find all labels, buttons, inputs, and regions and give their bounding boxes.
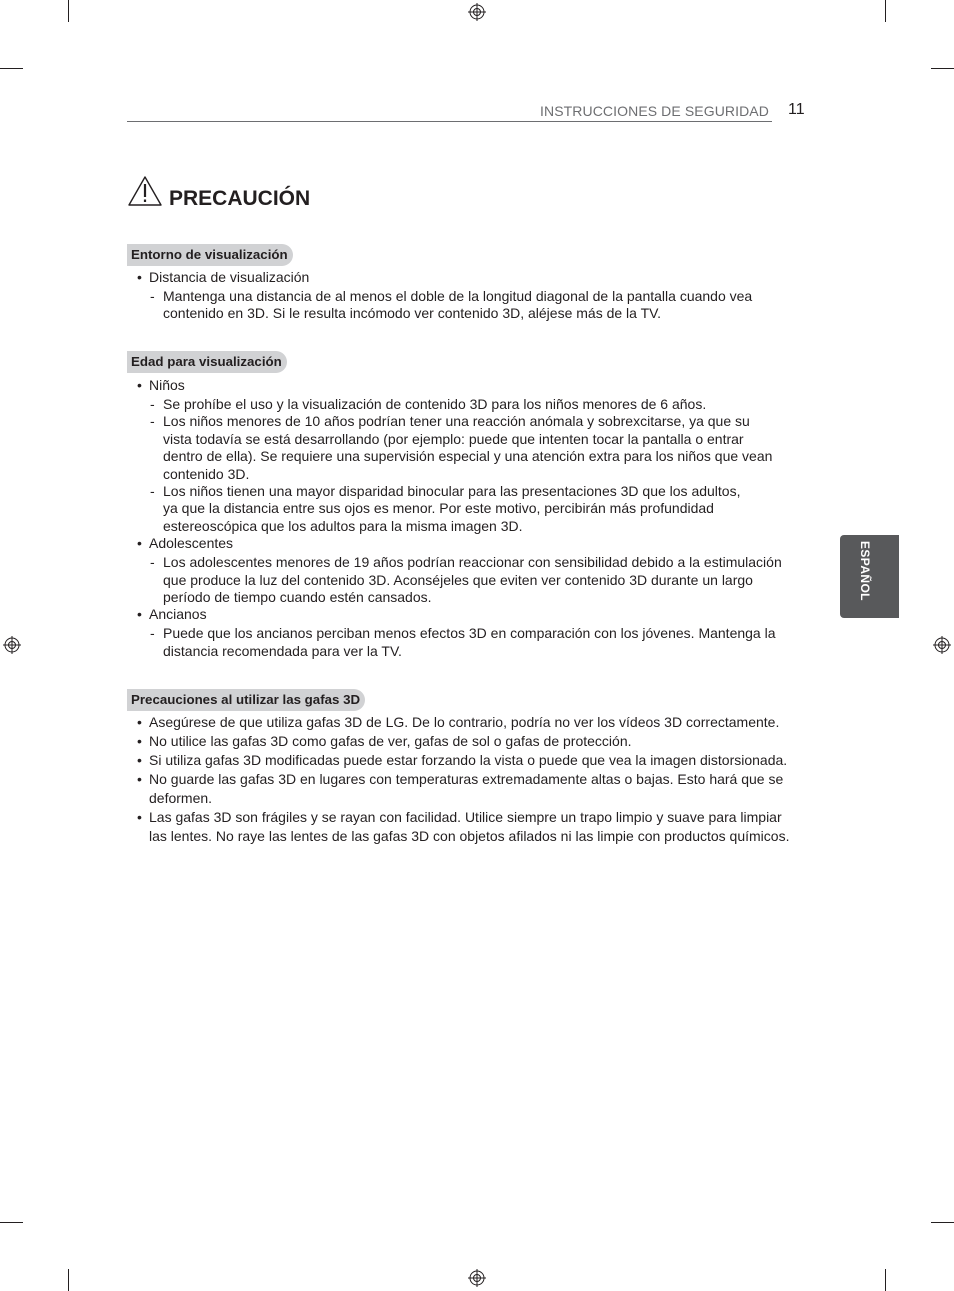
list-item: Las gafas 3D son frágiles y se rayan con facilidad. Utilice siempre un trapo limpio y suave para limpiar — [149, 809, 782, 825]
list-item: No utilice las gafas 3D como gafas de ver, gafas de sol o gafas de protección. — [149, 733, 632, 749]
list-item: Si utiliza gafas 3D modificadas puede estar forzando la vista o puede que vea la imagen distorsionada. — [149, 752, 788, 768]
running-header-title: INSTRUCCIONES DE SEGURIDAD — [540, 103, 769, 119]
header-rule — [127, 121, 772, 122]
bullet-icon: • — [137, 535, 142, 551]
crop-mark — [68, 0, 69, 22]
crop-mark — [885, 0, 886, 22]
section-heading: Precauciones al utilizar las gafas 3D — [127, 689, 365, 711]
list-item: Los adolescentes menores de 19 años podrían reaccionar con sensibilidad debido a la estimulación — [163, 554, 782, 570]
dash-icon: - — [150, 554, 155, 570]
section-heading: Entorno de visualización — [127, 244, 293, 266]
registration-mark-icon — [468, 1269, 486, 1287]
list-item: Mantenga una distancia de al menos el doble de la longitud diagonal de la pantalla cuando vea — [163, 288, 753, 304]
dash-icon: - — [150, 288, 155, 304]
page-title: PRECAUCIÓN — [169, 187, 311, 210]
bullet-icon: • — [137, 809, 142, 825]
list-item: período de tiempo cuando estén cansados. — [163, 589, 432, 605]
crop-mark — [931, 1222, 954, 1223]
list-item: vista todavía se está desarrollando (por ejemplo: puede que intenten tocar la pantalla o entrar — [163, 431, 744, 447]
crop-mark — [931, 68, 954, 69]
language-tab-label: ESPAÑOL — [858, 541, 872, 601]
list-item: distancia recomendada para ver la TV. — [163, 643, 402, 659]
list-item: Niños — [149, 377, 185, 393]
dash-icon: - — [150, 413, 155, 429]
list-item: contenido 3D. — [163, 466, 250, 482]
page-number: 11 — [788, 101, 805, 118]
list-item: No guarde las gafas 3D en lugares con temperaturas extremadamente altas o bajas. Esto hará que se — [149, 771, 784, 787]
list-item: Puede que los ancianos perciban menos efectos 3D en comparación con los jóvenes. Mantenga la — [163, 625, 776, 641]
bullet-icon: • — [137, 714, 142, 730]
bullet-icon: • — [137, 733, 142, 749]
section-heading: Edad para visualización — [127, 351, 287, 373]
crop-mark — [68, 1269, 69, 1291]
registration-mark-icon — [933, 636, 951, 654]
dash-icon: - — [150, 625, 155, 641]
language-tab — [840, 535, 899, 618]
list-item: Los niños menores de 10 años podrían tener una reacción anómala y sobrexcitarse, ya que su — [163, 413, 750, 429]
list-item: que produce la luz del contenido 3D. Aconséjeles que eviten ver contenido 3D durante un largo — [163, 572, 753, 588]
list-item: Ancianos — [149, 606, 207, 622]
list-item: contenido en 3D. Si le resulta incómodo ver contenido 3D, aléjese más de la TV. — [163, 305, 662, 321]
list-item: Adolescentes — [149, 535, 234, 551]
list-item: dentro de ella). Se requiere una supervisión especial y una atención extra para los niños que vean — [163, 448, 773, 464]
list-item: estereoscópica que los adultos para la misma imagen 3D. — [163, 518, 523, 534]
bullet-icon: • — [137, 771, 142, 787]
list-item: ya que la distancia entre sus ojos es menor. Por este motivo, percibirán más profundidad — [163, 500, 714, 516]
crop-mark — [0, 1222, 23, 1223]
warning-triangle-icon — [127, 175, 163, 207]
list-item: Se prohíbe el uso y la visualización de contenido 3D para los niños menores de 6 años. — [163, 396, 707, 412]
dash-icon: - — [150, 396, 155, 412]
list-item: deformen. — [149, 790, 213, 806]
list-item: las lentes. No raye las lentes de las gafas 3D con objetos afilados ni las limpie con productos químicos. — [149, 828, 790, 844]
bullet-icon: • — [137, 752, 142, 768]
bullet-icon: • — [137, 606, 142, 622]
crop-mark — [885, 1269, 886, 1291]
registration-mark-icon — [3, 636, 21, 654]
list-item: Distancia de visualización — [149, 269, 310, 285]
dash-icon: - — [150, 483, 155, 499]
list-item: Los niños tienen una mayor disparidad binocular para las presentaciones 3D que los adultos, — [163, 483, 741, 499]
list-item: Asegúrese de que utiliza gafas 3D de LG. De lo contrario, podría no ver los vídeos 3D correctamente. — [149, 714, 780, 730]
registration-mark-icon — [468, 3, 486, 21]
bullet-icon: • — [137, 377, 142, 393]
crop-mark — [0, 68, 23, 69]
bullet-icon: • — [137, 269, 142, 285]
